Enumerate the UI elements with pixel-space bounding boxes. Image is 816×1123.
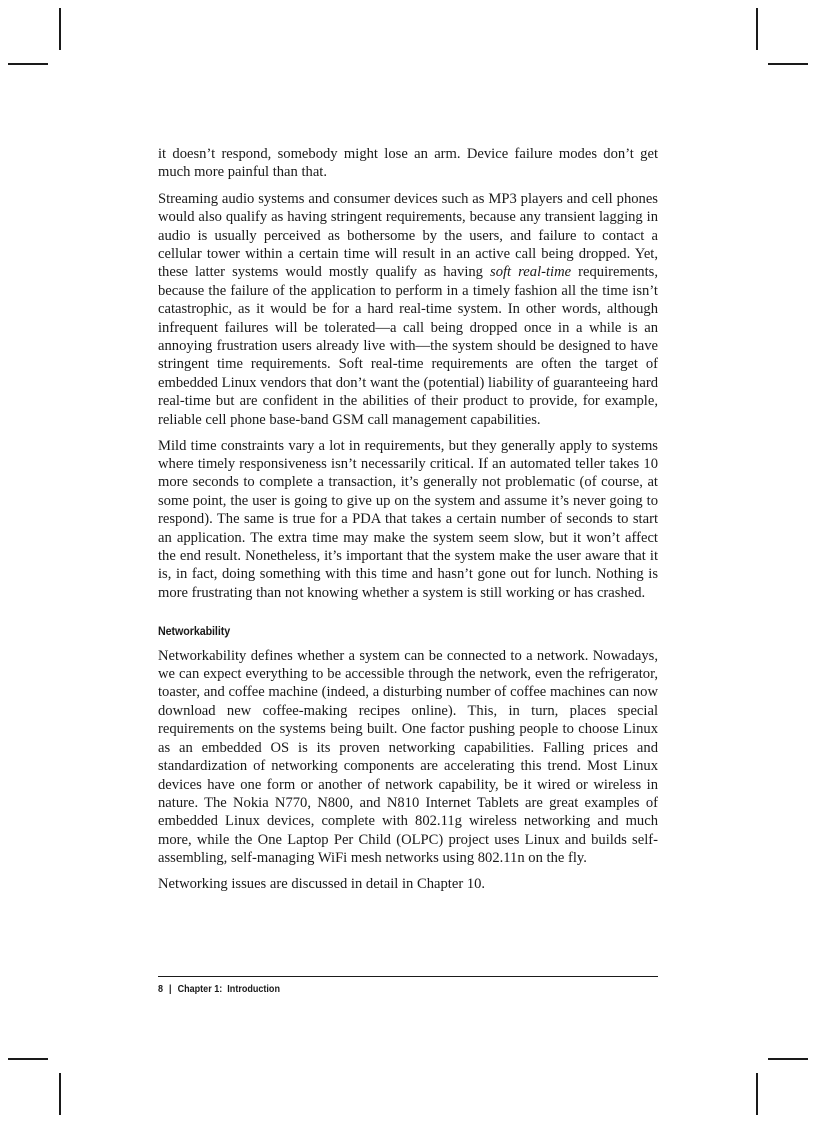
page-number: 8 xyxy=(158,983,164,995)
paragraph-continuation: it doesn’t respond, somebody might lose an arm. Device failure modes don’t get much more painful than that. xyxy=(158,146,658,181)
crop-mark-top-left-vertical xyxy=(59,8,61,50)
paragraph-mild-constraints: Mild time constraints vary a lot in requirements, but they generally apply to systems where timely responsiveness isn’t necessarily critical. If an automated teller takes 10 more seconds to complete a transaction, it’s generally not problematic (of course, at some point, the user is going to give up on the system and assume it’s never going to respond). The same is true for a PDA that takes a certain number of seconds to start an application. The extra time may make the system seem slow, but it won’t affect the end result. Nonetheless, it’s important that the system make the user aware that it is, in fact, doing something with this time and hasn’t gone out for lunch. Nothing is more frustrating than not knowing whether a system is still working or has crashed. xyxy=(158,437,658,601)
paragraph-networking-reference: Networking issues are discussed in detail in Chapter 10. xyxy=(158,876,486,893)
section-heading: Networkability xyxy=(158,624,231,639)
crop-mark-top-left-horizontal xyxy=(8,63,48,65)
paragraph-text: Streaming audio systems and consumer devices such as MP3 players and cell phones would also qualify as having stringent requirements, because any transient lagging in audio is usually perceived as bothersome by the users, and failure to contact a cellular tower within a certain time will result in an active call being dropped. Yet, these latter systems would mostly qualify as having xyxy=(158,190,658,281)
crop-mark-bottom-right-vertical xyxy=(756,1073,758,1115)
crop-mark-top-right-vertical xyxy=(756,8,758,50)
paragraph-networkability: Networkability defines whether a system can be connected to a network. Nowadays, we can expect everything to be accessible through the network, even the refrigerator, toaster, and coffee machine (indeed, a disturbing number of coffee machines can now download new coffee-making recipes online). This, in turn, places special requirements on the systems being built. One factor pushing people to choose Linux as an embedded OS is its proven networking capabilities. Falling prices and standardization of networking components are accelerating this trend. Most Linux devices have one form or another of network capability, be it wired or wireless in nature. The Nokia N770, N800, and N810 Internet Tablets are great examples of embedded Linux devices, complete with 802.11g wireless networking and much more, while the One Laptop Per Child (OLPC) project uses Linux and builds self-assembling, self-managing WiFi mesh networks using 802.11n on the fly. xyxy=(158,647,658,867)
footer-title: Introduction xyxy=(227,983,280,995)
paragraph-soft-real-time xyxy=(158,190,658,429)
page-body xyxy=(158,145,658,901)
footer-rule xyxy=(158,976,658,977)
crop-mark-bottom-left-vertical xyxy=(59,1073,61,1115)
page-footer xyxy=(158,983,280,995)
crop-mark-top-right-horizontal xyxy=(768,63,808,65)
paragraph-text: requirements, because the failure of the application to perform in a timely fashion all the time isn’t catastrophic, as it would be for a hard real-time system. In other words, although infrequent failures will be tolerated—a call being dropped once in a while is an annoying frustration users already live with—the system should be designed to have stringent time requirements. Soft real-time requirements are often the target of embedded Linux vendors that don’t want the (potential) liability of guaranteeing hard real-time but are confident in the abilities of their product to provide, for example, reliable cell phone base-band GSM call management capabilities. xyxy=(158,264,658,428)
emphasis-soft-real-time: soft real-time xyxy=(490,264,572,281)
crop-mark-bottom-left-horizontal xyxy=(8,1058,48,1060)
footer-separator: | xyxy=(169,983,172,995)
footer-chapter: Chapter 1: xyxy=(177,983,223,995)
crop-mark-bottom-right-horizontal xyxy=(768,1058,808,1060)
